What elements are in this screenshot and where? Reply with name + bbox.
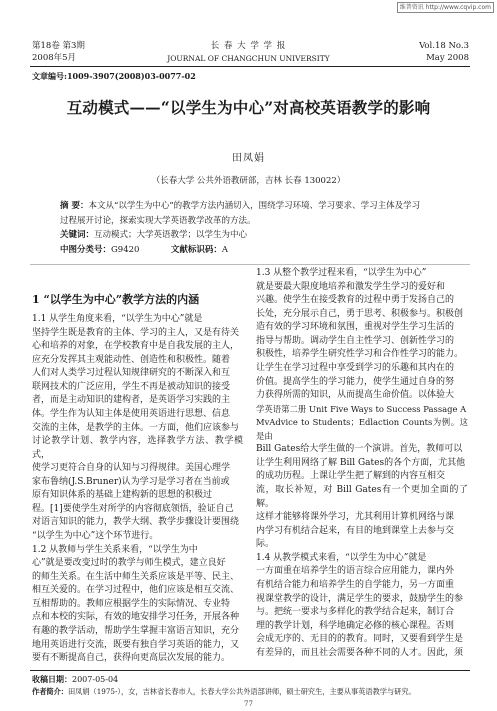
text-line: 积极性，培养学生研究性学习和合作性学习的能力。 [256, 349, 464, 360]
text-line: 交流的主体，是教学的主体。一方面，他们应该参与 [32, 422, 240, 433]
text-line: 兴趣。使学生在接受教育的过程中勇于发扬自己的 [256, 295, 455, 306]
text-line: 原有知识体系的基础上建构新的思想的积极过 [32, 490, 213, 501]
text-line: 的师生关系。在生活中师生关系应该是平等、民主、 [32, 571, 240, 582]
header-journal-cn: 长 春 大 学 学 报 [210, 41, 287, 51]
right-column [256, 267, 468, 660]
text-line: 互相帮助的。教师应根据学生的实际情况、专业特 [32, 598, 231, 609]
text-line: 与。把统一要求与多样化的教学结合起来，制订合 [256, 607, 455, 618]
abstract-divider [30, 264, 470, 265]
text-line: 点和本校的实际，有效的地安排学习任务，开展各种 [32, 612, 240, 623]
abstract [60, 199, 460, 257]
text-line: 学英语第二册 Unit Five Ways to Success Passage A [256, 403, 467, 414]
header-date-en: May 2008 [426, 53, 469, 63]
text-line: 1.2 从教师与学生关系来看，“以学生为中 [32, 544, 198, 555]
text-line: 际。 [256, 539, 275, 550]
author-name: 田凤娟 [232, 153, 265, 164]
text-line: 1.3 从整个教学过程来看，“以学生为中心” [256, 268, 427, 278]
text-line: 让学生在学习过程中享受到学习的乐趣和其内在的 [256, 362, 455, 373]
text-line: 要有不断提高自己，获得向更高层次发展的能力。 [32, 653, 231, 664]
text-line: 视课堂教学的设计，满足学生的要求，鼓励学生的参 [256, 593, 464, 604]
text-line: 内学习有机结合起来，有目的地到课堂上去参与交 [256, 525, 455, 536]
watermark-stamp: 维普资讯 http://www.cqvip.com [397, 2, 494, 13]
text-line: 应充分发挥其主观能动性、创造性和积极性。随着 [32, 354, 231, 365]
text-line: 对语言知识的能力，教学大纲、教学步骤设计要围绕 [32, 517, 240, 528]
keywords-label: 关键词： [60, 230, 95, 241]
text-line: 程。[1]要使学生对所学的内容彻底领悟，验证自己 [32, 503, 234, 514]
text-line: 理的教学计划，科学地确定必修的核心课程。否则 [256, 620, 455, 631]
text-line: 有机结合能力和培养学生的自学能力，另一方面重 [256, 579, 455, 590]
abstract-line-1: 本文从“以学生为中心”的教学方法内涵切入，围绕学习环境、学习要求、学习主体及学习 [88, 201, 421, 211]
text-line: 指导与帮助。调动学生自主性学习、创新性学习的 [256, 335, 455, 346]
text-line: 家布鲁纳(J.S.Bruner)认为学习是学习者在当前或 [32, 476, 230, 487]
author-affiliation: （长春大学 公共外语教研部，吉林 长春 130022） [151, 176, 346, 186]
text-line: 长处，充分展示自己，勇于思考、积极参与。积极创 [256, 308, 464, 319]
text-line: 使学习更符合自身的认知与习得规律。美国心理学 [32, 463, 231, 474]
text-line: 这样才能够将课外学习，尤其利用计算机网络与课 [256, 512, 455, 523]
text-line: 相互关爱的。在学习过程中，他们应该是相互交流、 [32, 585, 240, 596]
keywords: 互动模式；大学英语教学；以学生为中心 [94, 230, 248, 241]
doc-code: A [221, 244, 228, 255]
left-column [32, 313, 243, 666]
text-line: 地用英语进行交流，既要有独自学习英语的能力，又 [32, 639, 240, 650]
text-line: 体。学生作为认知主体是使用英语进行思想、信息 [32, 408, 231, 419]
text-line: 联网技术的广泛应用，学生不再是被动知识的接受 [32, 381, 231, 392]
doc-code-label: 文献标识码： [170, 244, 222, 255]
clc-number: G9420 [111, 244, 140, 255]
header-journal-en: JOURNAL OF CHANGCHUN UNIVERSITY [167, 54, 330, 63]
abstract-line-2: 过程展开讨论，探索实现大学英语教学改革的方法。 [60, 215, 256, 226]
text-line: 者，而是主动知识的建构者，是英语学习实践的主 [32, 395, 231, 406]
received-date: 2007-05-04 [72, 675, 119, 684]
text-line: 人们对人类学习过程认知规律研究的不断深入和互 [32, 368, 231, 379]
text-line: 会成无序的、无目的的教育。同时，又要看到学生是 [256, 634, 464, 645]
footnote-received [32, 674, 118, 685]
article-number: 文章编号:1009-3907(2008)03-0077-02 [32, 71, 196, 81]
text-line: 价值。提高学生的学习能力，使学生通过自身的努 [256, 376, 455, 387]
author-bio: 田凤娟（1975-），女，吉林省长春市人，长春大学公共外语部讲师，硕士研究生，主要从事英语教学与研究。 [67, 687, 416, 696]
page-number: 77 [244, 700, 253, 708]
header-volume-cn: 第18卷 第3期 [32, 41, 85, 51]
text-line: “以学生为中心”这个环节进行。 [32, 531, 159, 541]
article-title: 互动模式——“以学生为中心”对高校英语教学的影响 [66, 98, 431, 117]
text-line: 有差异的，而且社会需要各种不同的人才。因此，须 [256, 647, 464, 658]
text-line: 流，取长补短，对 Bill Gates有一个更加全面的了解。 [256, 485, 468, 509]
header-volume-en: Vol.18 No.3 [419, 41, 469, 51]
text-line: 让学生利用网络了解 Bill Gates的各个方面，尤其他 [256, 457, 466, 468]
text-line: MvAdvice to Students；Edlaction Counts为例。这是由 [256, 417, 468, 441]
text-line: 的成功历程。上课让学生把了解到的内容互相交 [256, 471, 446, 482]
text-line: 一方面重在培养学生的语言综合应用能力，课内外 [256, 566, 455, 577]
text-line: 1.4 从教学模式来看，“以学生为中心”就是 [256, 552, 427, 563]
received-label: 收稿日期： [32, 674, 72, 684]
text-line: Bill Gates给大学生做的一个演讲。首先，教师可以 [256, 444, 463, 455]
text-line: 造有效的学习环境和氛围，重视对学生学习生活的 [256, 322, 455, 333]
clc-label: 中图分类号： [60, 244, 112, 255]
footnote-rule [30, 670, 470, 671]
text-line: 心”就是要改变过时的教学与师生模式，建立良好 [32, 558, 226, 569]
text-line: 就是要最大限度地培养和激发学生学习的爱好和 [256, 281, 446, 292]
text-line: 力获得所需的知识，从而提高生命价值。以体验大 [256, 390, 455, 401]
text-line: 坚持学生既是教育的主体、学习的主人，又是有待关 [32, 327, 240, 338]
section-1-title: 1 “以学生为中心”教学方法的内涵 [32, 293, 200, 306]
footnote-author-bio [32, 686, 472, 697]
text-line: 有趣的教学活动，帮助学生掌握丰富语言知识，充分 [32, 625, 240, 636]
author-bio-label: 作者简介： [32, 687, 68, 696]
header-date-cn: 2008年5月 [32, 53, 77, 63]
text-line: 讨论教学计划、教学内容，选择教学方法、教学模式， [32, 436, 243, 460]
text-line: 心和培养的对象，在学校教育中是自我发展的主人， [32, 341, 240, 352]
abstract-label: 摘 要： [60, 201, 89, 211]
header-rule [30, 66, 470, 67]
text-line: 1.1 从学生角度来看，“以学生为中心”就是 [32, 314, 203, 324]
